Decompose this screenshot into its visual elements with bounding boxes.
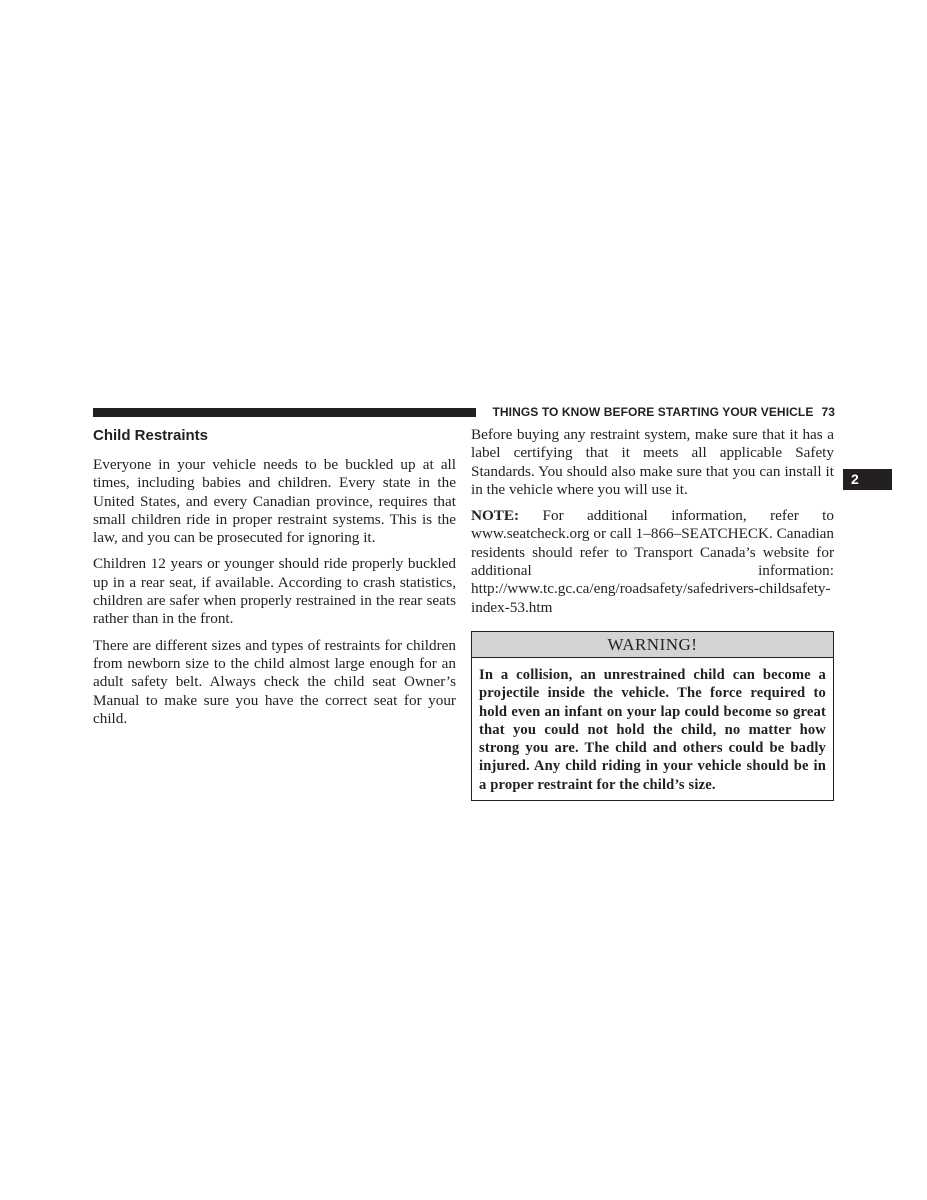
section-heading: Child Restraints — [93, 427, 209, 444]
paragraph-restraint-sizes: There are different sizes and types of restraints for children from newborn size to the child almost large enough for an adult safety belt. Always check the child seat Owner’s Manual to make sure you have the correct seat for your child. — [93, 636, 456, 727]
note-text: For additional information, refer to www.seatcheck.org or call 1–866–SEATCHECK. Canadian residents should refer to Transport Canada’s website for additional information: http://www.tc.gc.ca/eng/roadsafety/safedrivers-childsafety-index-53.htm — [471, 507, 834, 616]
warning-text: In a collision, an unrestrained child can become a projectile inside the vehicle. The force required to hold even an infant on your lap could become so great that you could not hold the child, no matter how strong you are. The child and others could be badly injured. Any child riding in your vehicle should be in a proper restraint for the child’s size. — [479, 666, 826, 793]
paragraph-buying-advice: Before buying any restraint system, make sure that it has a label certifying that it meets all applicable Safety Standards. You should also make sure that you can install it in the vehicle where you will use it. — [471, 426, 834, 498]
right-column — [471, 426, 834, 801]
warning-title: WARNING! — [472, 632, 833, 658]
chapter-tab: 2 — [843, 469, 892, 490]
note-label: NOTE: — [471, 507, 520, 525]
running-header — [484, 405, 835, 419]
note-paragraph — [471, 507, 834, 617]
running-title: THINGS TO KNOW BEFORE STARTING YOUR VEHICLE — [492, 405, 814, 419]
paragraph-seatbelt-law: Everyone in your vehicle needs to be buckled up at all times, including babies and children. Every state in the United States, and every Canadian province, requires that small children ride in proper restraint systems. This is the law, and you can be prosecuted for ignoring it. — [93, 456, 456, 547]
warning-box — [471, 631, 834, 801]
left-column — [93, 426, 456, 736]
page-number: 73 — [821, 405, 835, 419]
header-rule — [93, 408, 476, 417]
paragraph-rear-seat: Children 12 years or younger should ride properly buckled up in a rear seat, if available. According to crash statistics, children are safer when properly restrained in the rear seats rather than in the front. — [93, 555, 456, 628]
